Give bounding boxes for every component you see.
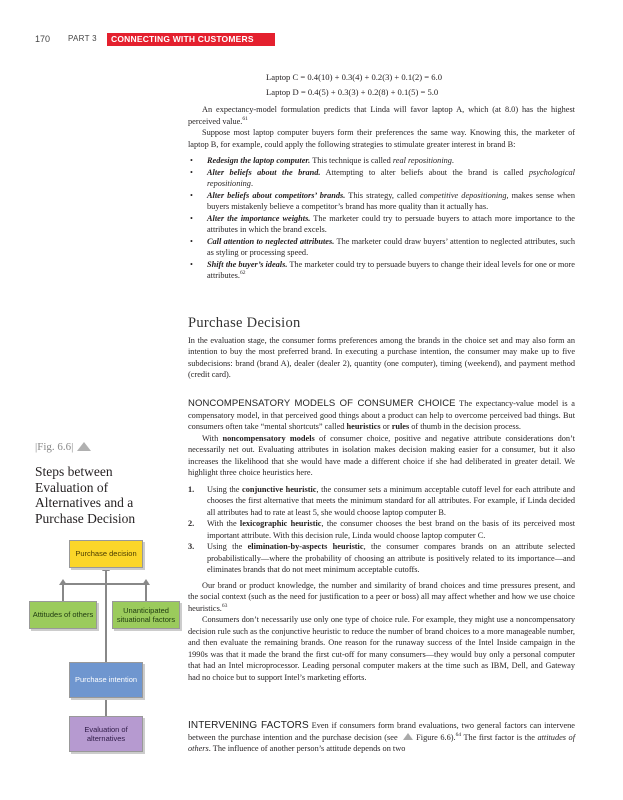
paragraph-strategies: Suppose most laptop computer buyers form their preferences the same way. Knowing this, the marketer of laptop B, for example, could apply the following strategies to stimulate greater interest in brand B: [188, 128, 575, 149]
section-band: CONNECTING WITH CUSTOMERS [107, 33, 275, 46]
list-item: • Shift the buyer’s ideals. The marketer could try to persuade buyers to change their ideal levels for one or more attributes.$^{62}$ [188, 259, 575, 282]
equation-laptop-c: Laptop C = 0.4(10) + 0.3(4) + 0.2(3) + 0.1(2) = 6.0 [266, 72, 443, 82]
list-item: 3. Using the elimination-by-aspects heuristic, the consumer compares brands on an attribute selected probabilistically—where the probability of choosing an attribute is positively related to its importance—and eliminates brands that do not meet minimum acceptable cutoffs. [188, 542, 576, 574]
figure-label: |Fig. 6.6| [35, 441, 91, 453]
box-attitudes-of-others: Attitudes of others [29, 601, 97, 629]
figure-ref-triangle-icon [403, 733, 413, 740]
paragraph-brand-knowledge: Our brand or product knowledge, the number and similarity of brand choices and time pressures present, and the social context (such as the need for justification to a peer or boss) all may affect whether and how we use choice heuristics.$^{63}$ [188, 580, 575, 613]
paragraph-choice-rules: Consumers don’t necessarily use only one type of choice rule. For example, they might use a noncompensatory decision rule such as the conjunctive heuristic to reduce the number of brand choices to a more manageable number, and then evaluate the remaining brands. One reason for the runaway success of the Intel Inside campaign in the 1990s was that it made the brand the first cut-off for many consumers—they would buy only a personal computer that had an Intel microprocessor. Leading personal computer makers at the time such as IBM, Dell, and Gateway had no choice but to support Intel’s marketing efforts. [188, 615, 575, 682]
equation-laptop-d: Laptop D = 0.4(5) + 0.3(3) + 0.2(8) + 0.1(5) = 5.0 [266, 87, 439, 97]
part-label: PART 3 [68, 34, 97, 43]
paragraph-purchase-decision: In the evaluation stage, the consumer forms preferences among the brands in the choice set and may also form an intention to buy the most preferred brand. In executing a purchase intention, the consumer may make up to five subdecisions: brand (brand A), dealer (dealer 2), quantity (one computer), timing (weekend), and payment method (credit card). [188, 335, 575, 379]
list-item: • Alter beliefs about the brand. Attempting to alter beliefs about the brand is called psychological repositioning. [188, 167, 575, 190]
heuristics-list [188, 484, 575, 576]
connector-bottom [105, 696, 107, 716]
list-item: • Redesign the laptop computer. This technique is called real repositioning. [188, 155, 575, 167]
purchase-decision-section [188, 315, 575, 381]
section-heading: Purchase Decision [188, 315, 301, 331]
box-purchase-decision: Purchase decision [69, 540, 143, 568]
subsection-heading: INTERVENING FACTORS [188, 720, 309, 731]
list-item: • Alter the importance weights. The marketer could try to persuade buyers to attach more importance to the attributes in which the brand excels. [188, 213, 575, 236]
box-evaluation-of-alternatives: Evaluation of alternatives [69, 716, 143, 752]
intervening-section [188, 720, 575, 755]
paragraph-noncomp-models: With noncompensatory models of consumer choice, positive and negative attribute considerations don’t necessarily net out. Evaluating attributes in isolation makes decision making easier for a consumer, but it also increases the likelihood that she would have made a different choice if she had deliberated in greater detail. We highlight three choice heuristics here. [188, 433, 575, 477]
figure-title: Steps between Evaluation of Alternatives and a Purchase Decision [35, 464, 136, 526]
list-item: 1. Using the conjunctive heuristic, the consumer sets a minimum acceptable cutoff level for each attribute and chooses the first alternative that meets the minimum standard for all attributes. For example, if Linda decided all attributes had to rate at least 5, she would choose laptop computer B. [188, 484, 575, 517]
subsection-heading: NONCOMPENSATORY MODELS OF CONSUMER CHOICE [188, 398, 456, 409]
list-item: • Alter beliefs about competitors’ brands. This strategy, called competitive depositioning, makes sense when buyers mistakenly believe a competitor’s brand has more quality than it actually has. [188, 190, 575, 213]
connector-right [145, 583, 147, 601]
page-number: 170 [35, 34, 51, 44]
running-header [0, 33, 623, 47]
triangle-icon [77, 442, 91, 451]
paragraph-intervening: INTERVENING FACTORS Even if consumers form brand evaluations, two general factors can intervene between the purchase intention and the purchase decision (see Figure 6.6).$^{64}$ The first factor is the attitudes of others. The influence of another person’s attitude depends on two [188, 720, 576, 753]
noncompensatory-section [188, 398, 575, 683]
box-purchase-intention: Purchase intention [69, 662, 143, 698]
connector-horizontal [62, 583, 147, 585]
body-top [188, 104, 575, 282]
list-item: • Call attention to neglected attributes. The marketer could draw buyers’ attention to neglected attributes, such as styling or processing speed. [188, 236, 575, 259]
list-item: 2. With the lexicographic heuristic, the consumer chooses the best brand on the basis of its perceived most important attribute. With this decision rule, Linda would choose laptop computer C. [188, 519, 576, 540]
box-unanticipated-factors: Unanticipated situational factors [112, 601, 180, 629]
paragraph-noncomp-intro: NONCOMPENSATORY MODELS OF CONSUMER CHOICE The expectancy-value model is a compensatory model, in that perceived good things about a product can help to overcome perceived bad things. But consumers often take “mental shortcuts” called heuristics or rules of thumb in the decision process. [188, 398, 575, 431]
paragraph-expectancy: An expectancy-model formulation predicts that Linda will favor laptop A, which (at 8.0) has the highest perceived value.$^{61}$ [188, 105, 575, 126]
strategy-list [188, 155, 575, 282]
connector-left [62, 583, 64, 601]
